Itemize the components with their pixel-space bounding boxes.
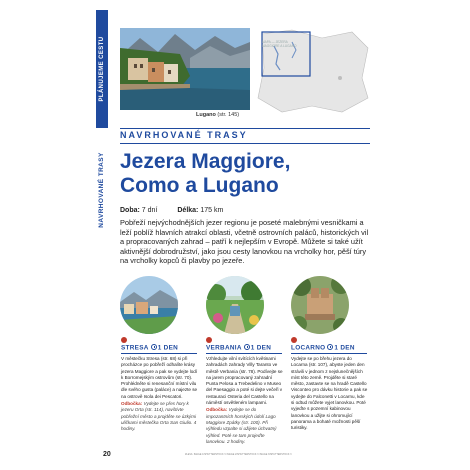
section-rule-bottom: [120, 143, 370, 144]
photo-credits: ZLEVA: IMAGE 1/SHUTTERSTOCK © IMAGE 2/SHUTTERSTOCK © IMAGE 3/SHUTTERSTOCK ©: [185, 453, 292, 456]
planning-side-tab-label: PLÁNUJEME CESTU: [99, 36, 105, 102]
stop-text: Vydejte se po břehu jezera do Locarna (str. 107), abyste jeden den strávili v jednom z nejslunečnějších míst této země. Projděte si staré město, zastavte se na hradě Castello Visconteo pro dávku historie a pak se vydejte do Falconetti v Locarnu, kde si odtud můžete vyjet lanovkou. Poté vyjeďte s pozemní kabinovou lanovkou a užijte si ohromující panorama a bohaté možnosti pěší turistiky.: [291, 356, 368, 431]
stop-column-verbania: [206, 356, 284, 445]
stop-duration: 1 DEN: [250, 344, 272, 352]
stop-marker-3: [291, 337, 297, 343]
lugano-caption: [196, 112, 239, 118]
page-title: [120, 150, 370, 198]
stop-duration: 1 DEN: [157, 344, 179, 352]
stop-marker-2: [206, 337, 212, 343]
stop-heading-locarno: [291, 344, 355, 352]
verbania-photo: [206, 276, 264, 334]
detour-tip: [121, 401, 199, 432]
stop-duration: 1 DEN: [334, 344, 355, 352]
detour-label: Odbočka:: [121, 401, 143, 407]
detour-tip: [206, 407, 284, 445]
duration-label: Doba:: [120, 207, 140, 214]
map-caption: MAPA — JEZERA MAGGIORE A LUGANO: [262, 40, 297, 48]
stop-text: V městečku Stresa (str. 68) si při procházce po pobřeží odhalíte krásy jezera Maggiore a pak se vydejte lodí k Borromejským ostrovům (str. 70). Prohlédněte si renesanční místní vilu dle svého gusta (paláce) a najezte se na ostrově Isola dei Pescatori.: [121, 356, 198, 399]
routes-side-label-text: NAVRHOVANÉ TRASY: [98, 152, 105, 228]
section-rule-top: [120, 128, 370, 129]
page-title-line-2: Como a Lugano: [120, 174, 279, 197]
clock-icon: [244, 344, 250, 350]
locarno-photo: [291, 276, 349, 334]
stop-marker-1: [121, 337, 127, 343]
clock-icon: [151, 344, 157, 350]
lugano-caption-ref: (str. 145): [217, 112, 240, 118]
intro-paragraph: Pobřeží nejvýchodnějších jezer regionu je poseté malebnými vesničkami a leží poblíž hlavních atrakcí oblasti, včetně ostrovních paláců, historických vil a propracovaných zahrad – patří k nejlepším v Evropě. Můžete si také užít aktivnější dobrodružství, jako jsou cesty lanovkou na vrcholky hor, pěší túry na vrcholky kopců či plavby po jezeře.: [120, 218, 369, 266]
length-value: 175 km: [200, 207, 224, 214]
duration-value: 7 dní: [141, 207, 158, 214]
detour-label: Odbočka:: [206, 407, 228, 413]
detour-text: Vydejte se do impozantních horských údolí Lago Maggiore Zpátky (str. 100). Při výhledu vzpalte si užijete úchvatný výhled. Poté se tam projeďte lanovkou. 2 hodiny.: [206, 407, 277, 444]
planning-side-tab: [96, 10, 108, 128]
lugano-caption-place: Lugano: [196, 112, 216, 118]
stop-rule-1: [121, 353, 197, 354]
stop-rule-2: [206, 353, 282, 354]
stop-rule-3: [291, 353, 367, 354]
stop-heading-verbania: [206, 344, 271, 352]
detour-text: Vydejte se přes hory k jezeru Orta (str. 114), navštivte pobřežní město a projděte se úzkými uličkami městečka Orta San Giulio. 4 hodiny.: [121, 401, 197, 432]
routes-side-label: [96, 135, 108, 245]
stop-name: STRESA: [121, 344, 149, 352]
stop-heading-stresa: [121, 344, 178, 352]
length-label: Délka:: [177, 207, 199, 214]
section-title: NAVRHOVANÉ TRASY: [120, 130, 248, 140]
page-number: 20: [103, 451, 111, 458]
clock-icon: [327, 344, 333, 350]
stop-text: Vzhledujte vilní svítících květinami zahradách zahrady Villy Taranto ve městě Verbania (str. 78). Podívejte se na jarem propracovaný zahradní Punta Pelosa a Trebedelino v Museo del Paesaggio a poté si dejte večeři v restauraci Osteria del Castello na náměstí osvětleném lampami.: [206, 356, 283, 406]
stresa-photo: [120, 276, 178, 334]
stop-name: VERBANIA: [206, 344, 242, 352]
stop-name: LOCARNO: [291, 344, 326, 352]
stop-column-locarno: [291, 356, 369, 432]
lugano-photo: [120, 28, 250, 110]
page-title-line-1: Jezera Maggiore,: [120, 150, 291, 173]
stop-column-stresa: [121, 356, 199, 433]
route-meta: [120, 207, 223, 214]
